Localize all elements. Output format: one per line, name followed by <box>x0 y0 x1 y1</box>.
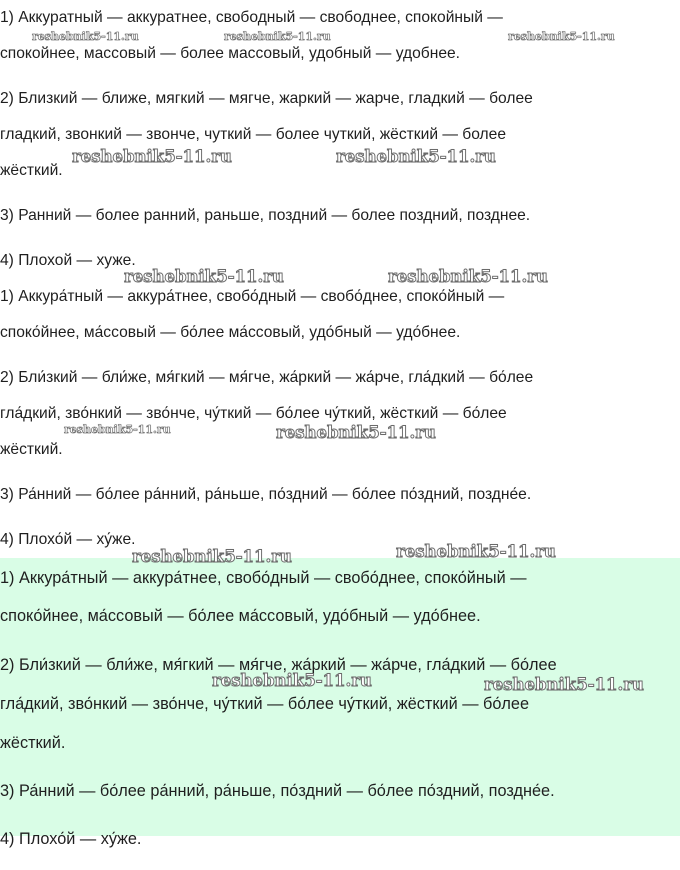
answer-line: жёсткий. <box>0 734 66 752</box>
answer-line: 4) Плохо́й — ху́же. <box>0 531 136 548</box>
answer-line: жёсткий. <box>0 162 63 179</box>
answer-line: спокойнее, массовый — более массовый, удобный — удобнее. <box>0 45 460 62</box>
answer-line: 3) Ра́нний — бо́лее ра́нний, ра́ньше, по́здний — бо́лее по́здний, поздне́е. <box>0 486 532 503</box>
watermark: reshebnik5-11.ru <box>72 147 232 166</box>
answer-line: 2) Бли́зкий — бли́же, мя́гкий — мя́гче, жа́ркий — жа́рче, гла́дкий — бо́лее <box>0 369 534 386</box>
answer-line: 1) Аккуратный — аккуратнее, свободный — свободнее, спокойный — <box>0 9 503 26</box>
answer-line: 2) Бли́зкий — бли́же, мя́гкий — мя́гче, жа́ркий — жа́рче, гла́дкий — бо́лее <box>0 656 557 674</box>
watermark: reshebnik5-11.ru <box>508 30 615 43</box>
answer-line: 4) Плохо́й — ху́же. <box>0 830 142 848</box>
answer-line: 1) Аккура́тный — аккура́тнее, свобо́дный — свобо́днее, споко́йный — <box>0 288 505 305</box>
answer-line: жёсткий. <box>0 441 63 458</box>
answer-block-highlighted <box>0 558 680 848</box>
watermark: reshebnik5-11.ru <box>276 423 436 442</box>
answer-line: 3) Ра́нний — бо́лее ра́нний, ра́ньше, по́здний — бо́лее по́здний, поздне́е. <box>0 782 555 800</box>
answer-line: споко́йнее, ма́ссовый — бо́лее ма́ссовый, удо́бный — удо́бнее. <box>0 607 481 625</box>
answer-line: 4) Плохой — хуже. <box>0 252 136 269</box>
answer-line: гладкий, звонкий — звонче, чуткий — более чуткий, жёсткий — более <box>0 126 506 143</box>
watermark: reshebnik5-11.ru <box>124 267 284 286</box>
watermark: reshebnik5-11.ru <box>224 30 331 43</box>
answer-line: споко́йнее, ма́ссовый — бо́лее ма́ссовый, удо́бный — удо́бнее. <box>0 324 461 341</box>
watermark: reshebnik5-11.ru <box>132 547 292 566</box>
watermark: reshebnik5-11.ru <box>32 30 139 43</box>
watermark: reshebnik5-11.ru <box>64 423 171 436</box>
answer-line: 2) Близкий — ближе, мягкий — мягче, жаркий — жарче, гладкий — более <box>0 90 533 107</box>
answer-line: гла́дкий, зво́нкий — зво́нче, чу́ткий — бо́лее чу́ткий, жёсткий — бо́лее <box>0 405 507 422</box>
watermark: reshebnik5-11.ru <box>484 675 644 694</box>
answer-line: 3) Ранний — более ранний, раньше, поздний — более поздний, позднее. <box>0 207 531 224</box>
answer-line: гла́дкий, зво́нкий — зво́нче, чу́ткий — бо́лее чу́ткий, жёсткий — бо́лее <box>0 695 530 713</box>
watermark: reshebnik5-11.ru <box>396 542 556 561</box>
watermark: reshebnik5-11.ru <box>388 267 548 286</box>
answer-line: 1) Аккура́тный — аккура́тнее, свобо́дный — свобо́днее, споко́йный — <box>0 569 527 587</box>
watermark: reshebnik5-11.ru <box>336 147 496 166</box>
watermark: reshebnik5-11.ru <box>212 671 372 690</box>
